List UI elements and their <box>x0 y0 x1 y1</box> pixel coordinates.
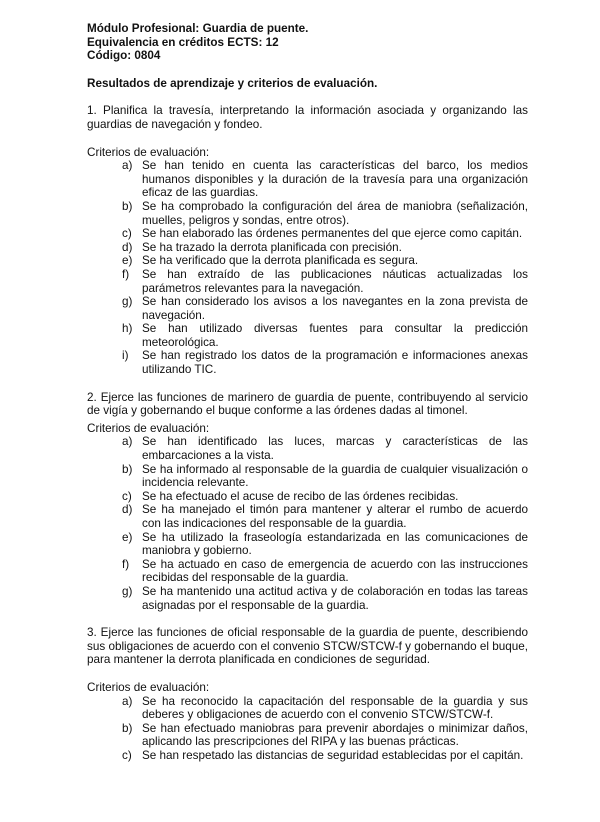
criterion-item <box>87 435 528 462</box>
criterion-letter: e) <box>122 254 133 268</box>
criterion-text: Se han considerado los avisos a los navegantes en la zona prevista de navegación. <box>142 295 528 322</box>
criterion-item <box>87 349 528 376</box>
criterion-letter: i) <box>122 349 129 363</box>
criterion-text: Se han utilizado diversas fuentes para consultar la predicción meteorológica. <box>142 322 528 349</box>
criterion-item <box>87 241 528 255</box>
criterion-letter: h) <box>122 322 133 336</box>
criterion-text: Se han registrado los datos de la programación e informaciones anexas utilizando TIC. <box>142 349 528 377</box>
criterion-letter: c) <box>122 748 132 762</box>
criterion-text: Se ha verificado que la derrota planificada es segura. <box>142 254 419 268</box>
criterion-item <box>87 463 528 490</box>
criterion-text: Se ha reconocido la capacitación del responsable de la guardia y sus deberes y obligaciones de acuerdo con el convenio STCW/STCW-f. <box>142 694 528 722</box>
criterion-text: Se ha informado al responsable de la guardia de cualquier visualización o incidencia relevante. <box>142 462 528 490</box>
criterion-text: Se ha manejado el timón para mantener y alterar el rumbo de acuerdo con las indicaciones del responsable de la guardia. <box>142 503 528 530</box>
criterion-item <box>87 531 528 558</box>
criterion-letter: d) <box>122 503 133 517</box>
criterion-item <box>87 322 528 349</box>
criterion-text: Se ha mantenido una actitud activa y de colaboración en todas las tareas asignadas por el responsable de la guardia. <box>142 584 528 612</box>
criterion-letter: g) <box>122 584 133 598</box>
criterion-text: Se han respetado las distancias de seguridad establecidas por el capitán. <box>142 748 524 762</box>
criterion-item <box>87 227 528 241</box>
criterion-text: Se ha efectuado el acuse de recibo de las órdenes recibidas. <box>142 489 459 503</box>
criteria-list <box>87 159 528 377</box>
criterion-letter: f) <box>122 267 130 281</box>
section-title: Resultados de aprendizaje y criterios de evaluación. <box>87 76 378 90</box>
criterion-item <box>87 490 528 504</box>
criterion-text: Se han identificado las luces, marcas y características de las embarcaciones a la vista. <box>142 435 528 463</box>
criteria-label: Criterios de evaluación: <box>87 680 210 694</box>
document-page <box>87 22 528 763</box>
criterion-text: Se han efectuado maniobras para prevenir abordajes o minimizar daños, aplicando las prescripciones del RIPA y las buenas prácticas. <box>142 721 528 749</box>
criteria-label: Criterios de evaluación: <box>87 421 210 435</box>
criterion-letter: a) <box>122 435 133 449</box>
criteria-label: Criterios de evaluación: <box>87 145 210 159</box>
criterion-letter: b) <box>122 721 133 735</box>
criterion-item <box>87 295 528 322</box>
criterion-letter: e) <box>122 530 133 544</box>
criteria-list <box>87 435 528 612</box>
result-statement: 3. Ejerce las funciones de oficial responsable de la guardia de puente, describiendo sus obligaciones de acuerdo con el convenio STCW/STCW-f y gobernando el buque, para mantener la derrota planificada en condiciones de seguridad. <box>87 626 528 667</box>
result-2 <box>87 391 528 613</box>
criterion-item <box>87 503 528 530</box>
criterion-letter: b) <box>122 462 133 476</box>
criterion-letter: f) <box>122 557 130 571</box>
criterion-item <box>87 268 528 295</box>
criterion-text: Se ha trazado la derrota planificada con precisión. <box>142 240 402 254</box>
criterion-item <box>87 749 528 763</box>
criterion-text: Se han elaborado las órdenes permanentes del que ejerce como capitán. <box>142 227 523 241</box>
result-statement: 1. Planifica la travesía, interpretando la información asociada y organizando las guardias de navegación y fondeo. <box>87 104 528 131</box>
criteria-list <box>87 695 528 763</box>
module-code: Código: 0804 <box>87 49 161 63</box>
criterion-text: Se han extraído de las publicaciones náuticas actualizadas los parámetros relevantes para la navegación. <box>142 267 528 295</box>
criterion-letter: d) <box>122 240 133 254</box>
criterion-text: Se han tenido en cuenta las características del barco, los medios humanos disponibles y la duración de la travesía para una organización eficaz de las guardias. <box>142 159 528 200</box>
criterion-letter: b) <box>122 199 133 213</box>
criterion-item <box>87 159 528 200</box>
result-1 <box>87 104 528 376</box>
criterion-text: Se ha comprobado la configuración del área de maniobra (señalización, muelles, peligros y sondas, entre otros). <box>142 199 528 227</box>
criterion-letter: a) <box>122 159 133 173</box>
result-statement: 2. Ejerce las funciones de marinero de guardia de puente, contribuyendo al servicio de vigía y gobernando el buque conforme a las órdenes dadas al timonel. <box>87 390 528 418</box>
criterion-item <box>87 558 528 585</box>
criterion-item <box>87 585 528 612</box>
criterion-item <box>87 254 528 268</box>
module-credits: Equivalencia en créditos ECTS: 12 <box>87 35 279 49</box>
result-3 <box>87 626 528 762</box>
module-title: Módulo Profesional: Guardia de puente. <box>87 22 309 35</box>
criterion-text: Se ha actuado en caso de emergencia de acuerdo con las instrucciones recibidas del responsable de la guardia. <box>142 557 528 585</box>
criterion-item <box>87 200 528 227</box>
criterion-letter: g) <box>122 295 133 309</box>
criterion-item <box>87 722 528 749</box>
criterion-text: Se ha utilizado la fraseología estandarizada en las comunicaciones de maniobra y gobierno. <box>142 530 528 558</box>
module-header <box>87 22 528 63</box>
criterion-letter: c) <box>122 227 132 241</box>
criterion-letter: c) <box>122 489 132 503</box>
criterion-letter: a) <box>122 694 133 708</box>
criterion-item <box>87 695 528 722</box>
